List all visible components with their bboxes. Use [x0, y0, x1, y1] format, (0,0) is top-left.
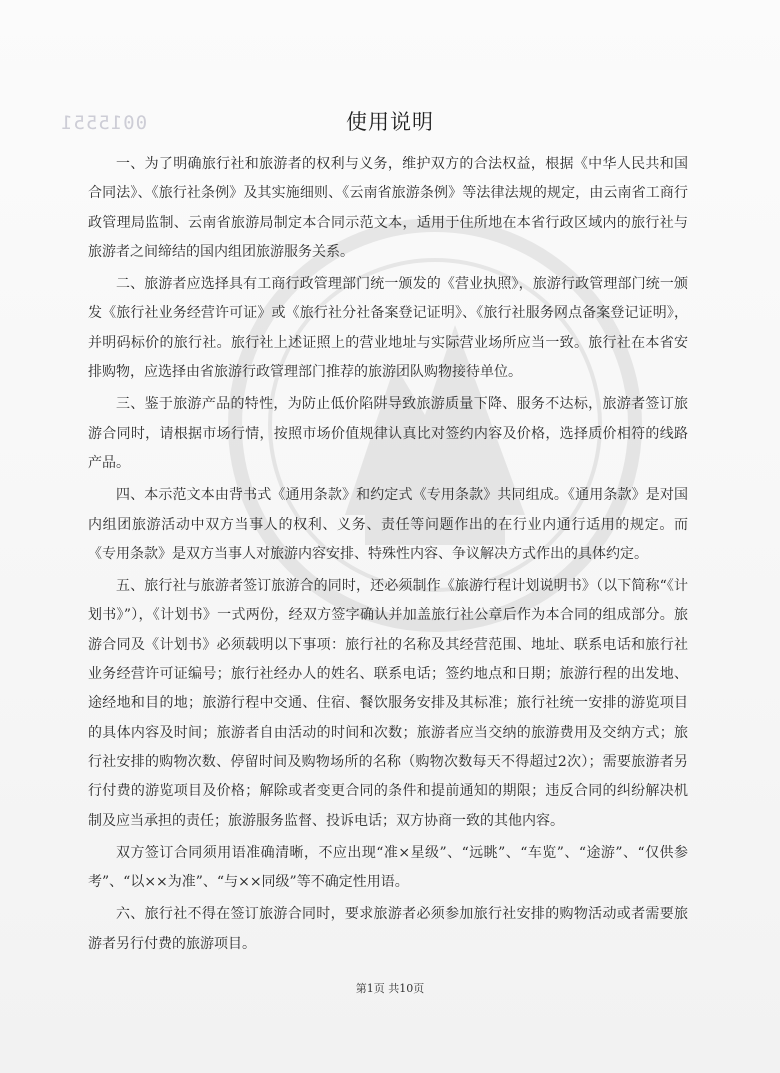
- paragraph-1: 一、为了明确旅行社和旅游者的权利与义务，维护双方的合法权益，根据《中华人民共和国合同法》、《旅行社条例》及其实施细则、《云南省旅游条例》等法律法规的规定，由云南省工商行政管理局监制、云南省旅游局制定本合同示范文本，适用于住所地在本省行政区域内的旅行社与旅游者之间缔结的国内组团旅游服务关系。: [88, 156, 688, 260]
- serial-number: 0015551: [60, 112, 148, 134]
- paragraph-3: 三、鉴于旅游产品的特性，为防止低价陷阱导致旅游质量下降、服务不达标，旅游者签订旅游合同时，请根据市场行情，按照市场价值规律认真比对签约内容及价格，选择质价相符的线路产品。: [88, 396, 688, 471]
- paragraph-6: 双方签订合同须用语准确清晰，不应出现“准×星级”、“远眺”、“车览”、“途游”、“仅供参考”、“以××为准”、“与××同级”等不确定性用语。: [88, 844, 688, 891]
- document-body: [88, 150, 688, 962]
- paragraph-5: 五、旅行社与旅游者签订旅游合的同时，还必须制作《旅游行程计划说明书》（以下简称“《计划书》”），《计划书》一式两份，经双方签字确认并加盖旅行社公章后作为本合同的组成部分。旅游合同及《计划书》必须载明以下事项：旅行社的名称及其经营范围、地址、联系电话和旅行社业务经营许可证编号；旅行社经办人的姓名、联系电话；签约地点和日期；旅游行程的出发地、途经地和目的地；旅游行程中交通、住宿、餐饮服务安排及其标准；旅行社统一安排的游览项目的具体内容及时间；旅游者自由活动的时间和次数；旅游者应当交纳的旅游费用及交纳方式；旅行社安排的购物次数、停留时间及购物场所的名称（购物次数每天不得超过2次）；需要旅游者另行付费的游览项目及价格；解除或者变更合同的条件和提前通知的期限；违反合同的纠纷解决机制及应当承担的责任；旅游服务监督、投诉电话；双方协商一致的其他内容。: [88, 578, 688, 829]
- paragraph-2: 二、旅游者应选择具有工商行政管理部门统一颁发的《营业执照》，旅游行政管理部门统一颁发《旅行社业务经营许可证》或《旅行社分社备案登记证明》、《旅行社服务网点备案登记证明》，并明码标价的旅行社。旅行社上述证照上的营业地址与实际营业场所应当一致。旅行社在本省安排购物，应选择由省旅游行政管理部门推荐的旅游团队购物接待单位。: [88, 276, 688, 381]
- page-number: 第1页 共10页: [355, 982, 425, 995]
- paragraph-4: 四、本示范文本由背书式《通用条款》和约定式《专用条款》共同组成。《通用条款》是对国内组团旅游活动中双方当事人的权利、义务、责任等问题作出的在行业内通行适用的规定。而《专用条款》是双方当事人对旅游内容安排、特殊性内容、争议解决方式作出的具体约定。: [88, 487, 688, 562]
- page-title: 使用说明: [346, 110, 434, 134]
- paragraph-7: 六、旅行社不得在签订旅游合同时，要求旅游者必须参加旅行社安排的购物活动或者需要旅游者另行付费的旅游项目。: [88, 906, 688, 952]
